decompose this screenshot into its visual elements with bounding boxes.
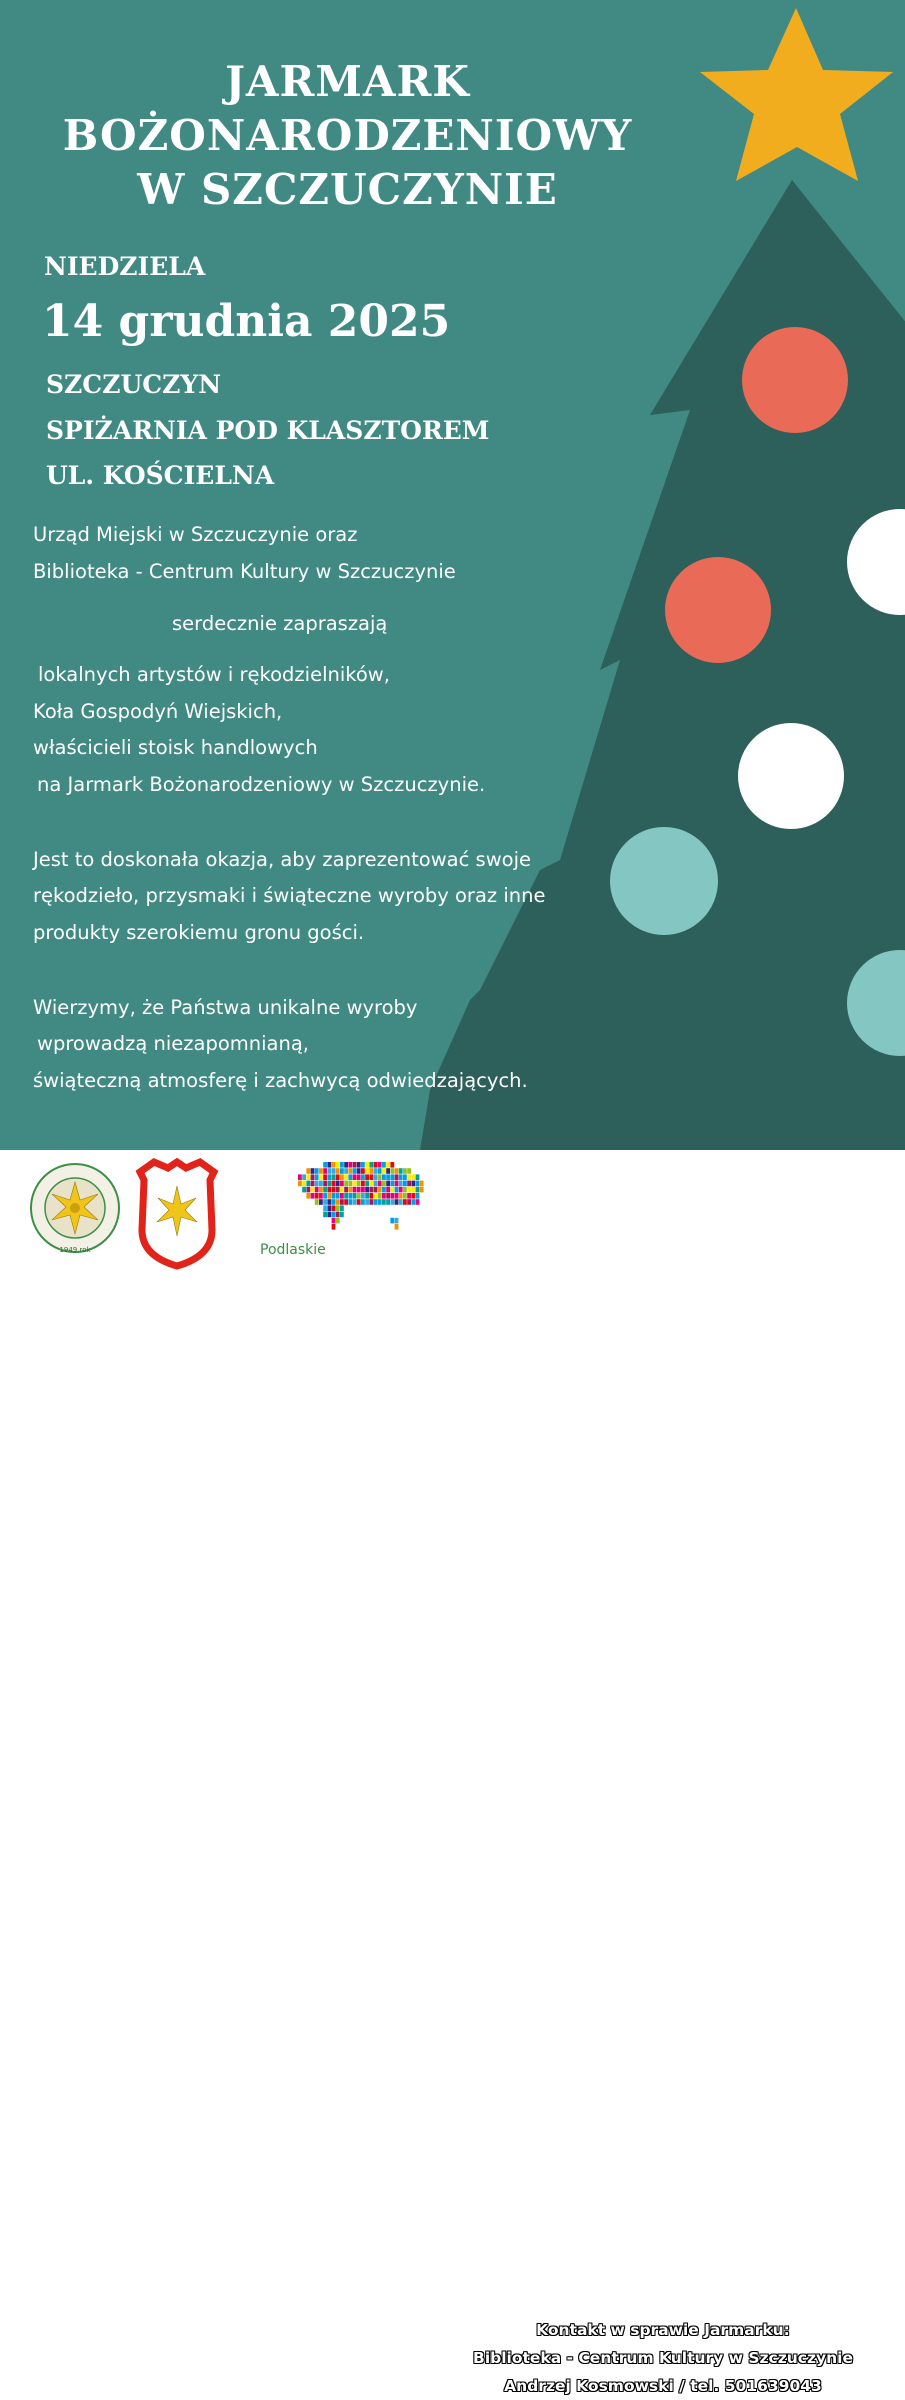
bison-pixel (386, 1193, 390, 1199)
body-line: lokalnych artystów i rękodzielników, (38, 663, 390, 686)
bison-pixel (378, 1174, 382, 1180)
bison-pixel (344, 1162, 348, 1168)
bison-pixel (399, 1199, 403, 1205)
library-logo-icon (28, 1160, 122, 1260)
bison-pixel (348, 1174, 352, 1180)
bison-pixel (327, 1187, 331, 1193)
bison-pixel (390, 1168, 394, 1174)
bison-pixel (395, 1218, 399, 1224)
bison-pixel (319, 1168, 323, 1174)
star-icon (700, 8, 893, 181)
bison-pixel (411, 1174, 415, 1180)
body-line: rękodzieło, przysmaki i świąteczne wyroby oraz inne (33, 884, 546, 907)
bison-pixel (311, 1168, 315, 1174)
bison-pixel (348, 1162, 352, 1168)
bison-pixel (327, 1205, 331, 1211)
bison-pixel (420, 1187, 424, 1193)
contact-block (443, 2316, 883, 2400)
bison-pixel (336, 1218, 340, 1224)
bison-pixel (319, 1181, 323, 1187)
body-line: serdecznie zapraszają (172, 612, 388, 635)
bison-pixel (382, 1187, 386, 1193)
bison-pixel (327, 1199, 331, 1205)
bison-pixel (353, 1187, 357, 1193)
bison-pixel (407, 1168, 411, 1174)
event-street: UL. KOŚCIELNA (46, 461, 275, 490)
bison-pixel (420, 1181, 424, 1187)
bison-pixel (315, 1193, 319, 1199)
bison-pixel (306, 1168, 310, 1174)
bison-pixel (407, 1187, 411, 1193)
bison-pixel (382, 1174, 386, 1180)
bison-pixel (315, 1181, 319, 1187)
bison-pixel (332, 1193, 336, 1199)
bison-pixel (386, 1174, 390, 1180)
bison-pixel (353, 1162, 357, 1168)
bison-pixel (382, 1193, 386, 1199)
bison-pixel (378, 1181, 382, 1187)
contact-heading: Kontakt w sprawie Jarmarku: (536, 2321, 790, 2339)
bison-pixel (382, 1181, 386, 1187)
bison-pixel (369, 1187, 373, 1193)
bison-pixel (407, 1193, 411, 1199)
bison-pixel (332, 1174, 336, 1180)
bison-pixel (306, 1181, 310, 1187)
bison-pixel (340, 1205, 344, 1211)
body-line: Jest to doskonała okazja, aby zaprezentować swoje (33, 848, 532, 871)
bison-pixel (403, 1193, 407, 1199)
bison-pixel (336, 1181, 340, 1187)
bison-pixel (365, 1168, 369, 1174)
body-line: właścicieli stoisk handlowych (33, 736, 318, 759)
bison-pixel (327, 1212, 331, 1218)
bison-pixel (323, 1205, 327, 1211)
bison-pixel (344, 1193, 348, 1199)
bison-pixel (390, 1162, 394, 1168)
bison-pixel (353, 1199, 357, 1205)
bison-pixel (395, 1168, 399, 1174)
body-line: Wierzymy, że Państwa unikalne wyroby (33, 996, 418, 1019)
bison-pixel (332, 1218, 336, 1224)
bison-pixel (348, 1187, 352, 1193)
body-line: świąteczną atmosferę i zachwycą odwiedzających. (33, 1069, 528, 1092)
tree-icon (420, 180, 905, 1150)
bison-pixel (374, 1162, 378, 1168)
bison-pixel (416, 1187, 420, 1193)
bison-pixel (378, 1168, 382, 1174)
bison-pixel (374, 1199, 378, 1205)
bison-pixel (323, 1212, 327, 1218)
bison-pixel (357, 1193, 361, 1199)
bison-pixel (361, 1199, 365, 1205)
bison-pixel (327, 1162, 331, 1168)
podlaskie-bison-icon (258, 1158, 438, 1268)
bison-pixel (353, 1193, 357, 1199)
bison-pixel (369, 1181, 373, 1187)
bison-pixel (311, 1187, 315, 1193)
bison-pixel (315, 1168, 319, 1174)
bison-pixel (344, 1168, 348, 1174)
bison-pixel (311, 1174, 315, 1180)
bison-pixel (327, 1168, 331, 1174)
footer (0, 1150, 905, 2395)
bison-pixel (403, 1168, 407, 1174)
bison-pixel (411, 1199, 415, 1205)
bison-pixel (336, 1212, 340, 1218)
bison-pixel (319, 1187, 323, 1193)
bison-pixel (395, 1174, 399, 1180)
bison-pixel (374, 1181, 378, 1187)
bison-pixel (365, 1199, 369, 1205)
body-line: Koła Gospodyń Wiejskich, (33, 700, 283, 723)
bison-pixel (327, 1174, 331, 1180)
body-line: wprowadzą niezapomnianą, (37, 1032, 310, 1055)
bison-pixel (395, 1199, 399, 1205)
bison-pixel (395, 1181, 399, 1187)
event-date: 14 grudnia 2025 (42, 296, 451, 347)
bison-pixel (390, 1193, 394, 1199)
bison-pixel (399, 1168, 403, 1174)
bison-pixel (361, 1193, 365, 1199)
bison-pixel (298, 1174, 302, 1180)
bison-pixel (386, 1199, 390, 1205)
contact-organization: Biblioteka - Centrum Kultury w Szczuczynie (473, 2349, 853, 2367)
bison-pixel (399, 1187, 403, 1193)
bison-pixel (382, 1168, 386, 1174)
bison-pixel (348, 1199, 352, 1205)
bison-pixel (332, 1212, 336, 1218)
bison-pixel (319, 1174, 323, 1180)
bison-pixel (336, 1162, 340, 1168)
bison-pixel (340, 1168, 344, 1174)
body-line: produkty szerokiemu gronu gości. (33, 921, 365, 944)
bison-pixel (332, 1199, 336, 1205)
bison-pixel (399, 1174, 403, 1180)
bison-pixel (323, 1168, 327, 1174)
bison-pixel (302, 1187, 306, 1193)
bison-pixel (332, 1224, 336, 1230)
bison-pixel (332, 1205, 336, 1211)
bison-pixel (306, 1193, 310, 1199)
poster-background (0, 0, 905, 1150)
bison-pixel (386, 1168, 390, 1174)
bison-pixel (390, 1174, 394, 1180)
ornament-white-middle (738, 723, 844, 829)
bison-pixel (357, 1162, 361, 1168)
ornament-light-left (610, 827, 718, 935)
bison-pixel (365, 1193, 369, 1199)
bison-pixel (369, 1168, 373, 1174)
bison-pixel (302, 1181, 306, 1187)
bison-pixel (416, 1174, 420, 1180)
bison-pixel (365, 1174, 369, 1180)
bison-pixel (344, 1199, 348, 1205)
bison-pixel (386, 1187, 390, 1193)
bison-pixel (382, 1162, 386, 1168)
title-line-1: JARMARK (225, 57, 470, 106)
coat-of-arms-icon (134, 1160, 220, 1270)
bison-pixel (336, 1174, 340, 1180)
bison-pixel (353, 1168, 357, 1174)
bison-pixel (416, 1199, 420, 1205)
bison-pixel (407, 1181, 411, 1187)
bison-pixel (357, 1181, 361, 1187)
bison-pixel (365, 1187, 369, 1193)
bison-pixel (369, 1193, 373, 1199)
bison-pixel (323, 1162, 327, 1168)
bison-pixel (315, 1187, 319, 1193)
bison-pixel (403, 1174, 407, 1180)
bison-pixel (365, 1162, 369, 1168)
bison-pixel (315, 1199, 319, 1205)
event-venue: SPIŻARNIA POD KLASZTOREM (46, 416, 490, 445)
bison-pixel (361, 1187, 365, 1193)
bison-pixel (395, 1187, 399, 1193)
bison-pixel (365, 1181, 369, 1187)
bison-pixel (311, 1193, 315, 1199)
bison-pixel (340, 1162, 344, 1168)
bison-pixel (378, 1187, 382, 1193)
bison-pixel (298, 1181, 302, 1187)
bison-pixel (369, 1162, 373, 1168)
bison-pixel (332, 1162, 336, 1168)
bison-pixel (374, 1168, 378, 1174)
bison-pixel (361, 1181, 365, 1187)
bison-pixel (403, 1181, 407, 1187)
bison-pixel (407, 1174, 411, 1180)
bison-pixel (357, 1187, 361, 1193)
bison-pixel (323, 1199, 327, 1205)
bison-pixel (407, 1199, 411, 1205)
bison-pixel (399, 1193, 403, 1199)
event-day: NIEDZIELA (44, 252, 206, 281)
bison-pixel (361, 1174, 365, 1180)
bison-pixel (403, 1199, 407, 1205)
bison-pixel (353, 1181, 357, 1187)
bison-pixel (344, 1174, 348, 1180)
body-line: na Jarmark Bożonarodzeniowy w Szczuczynie. (37, 773, 486, 796)
bison-pixel (390, 1199, 394, 1205)
body-line: Biblioteka - Centrum Kultury w Szczuczynie (33, 560, 456, 583)
bison-pixel (386, 1181, 390, 1187)
bison-pixel (416, 1181, 420, 1187)
bison-pixel (332, 1168, 336, 1174)
bison-pixel (319, 1193, 323, 1199)
bison-pixel (357, 1199, 361, 1205)
bison-pixel (344, 1187, 348, 1193)
bison-pixel (319, 1199, 323, 1205)
bison-pixel (357, 1174, 361, 1180)
bison-pixel (395, 1193, 399, 1199)
bison-pixel (340, 1193, 344, 1199)
podlaskie-label: Podlaskie (260, 1242, 326, 1258)
bison-pixel (332, 1187, 336, 1193)
bison-pixel (378, 1199, 382, 1205)
bison-pixel (336, 1205, 340, 1211)
bison-pixel (323, 1174, 327, 1180)
bison-pixel (369, 1174, 373, 1180)
bison-pixel (390, 1187, 394, 1193)
bison-pixel (336, 1187, 340, 1193)
contact-person: Andrzej Kosmowski / tel. 501639043 (504, 2377, 822, 2395)
title-line-2: BOŻONARODZENIOWY (62, 111, 633, 160)
bison-pixel (390, 1181, 394, 1187)
bison-pixel (416, 1193, 420, 1199)
bison-pixel (336, 1193, 340, 1199)
bison-pixel (378, 1193, 382, 1199)
bison-pixel (340, 1174, 344, 1180)
bison-pixel (323, 1193, 327, 1199)
bison-pixel (382, 1199, 386, 1205)
bison-pixel (361, 1168, 365, 1174)
bison-pixel (348, 1193, 352, 1199)
bison-pixel (327, 1181, 331, 1187)
bison-pixel (332, 1181, 336, 1187)
bison-pixel (357, 1168, 361, 1174)
body-line: Urząd Miejski w Szczuczynie oraz (33, 523, 358, 546)
bison-pixel (348, 1168, 352, 1174)
bison-pixel (390, 1218, 394, 1224)
bison-pixel (403, 1187, 407, 1193)
ornament-red-middle (665, 557, 771, 663)
bison-pixel (302, 1174, 306, 1180)
bison-pixel (340, 1199, 344, 1205)
bison-pixel (399, 1181, 403, 1187)
bison-pixel (323, 1187, 327, 1193)
bison-pixel (395, 1224, 399, 1230)
bison-pixel (323, 1181, 327, 1187)
bison-pixel (340, 1181, 344, 1187)
bison-pixel (353, 1174, 357, 1180)
title-line-3: W SZCZUCZYNIE (137, 165, 558, 214)
bison-pixel (411, 1193, 415, 1199)
bison-pixel (386, 1162, 390, 1168)
bison-pixel (411, 1187, 415, 1193)
bison-pixel (374, 1187, 378, 1193)
bison-pixel (311, 1181, 315, 1187)
bison-pixel (378, 1162, 382, 1168)
bison-pixel (344, 1181, 348, 1187)
event-city: SZCZUCZYN (46, 370, 222, 399)
bison-pixel (315, 1174, 319, 1180)
bison-pixel (340, 1212, 344, 1218)
bison-pixel (306, 1174, 310, 1180)
bison-pixel (411, 1181, 415, 1187)
bison-pixel (340, 1187, 344, 1193)
bison-pixel (348, 1181, 352, 1187)
bison-pixel (306, 1187, 310, 1193)
bison-pixel (374, 1193, 378, 1199)
bison-pixel (374, 1174, 378, 1180)
bison-pixel (336, 1199, 340, 1205)
ornament-red-top (742, 327, 848, 433)
bison-pixel (336, 1168, 340, 1174)
bison-pixel (369, 1199, 373, 1205)
bison-pixel (361, 1162, 365, 1168)
svg-text:1949 rok: 1949 rok (59, 1246, 91, 1254)
bison-pixel (327, 1193, 331, 1199)
